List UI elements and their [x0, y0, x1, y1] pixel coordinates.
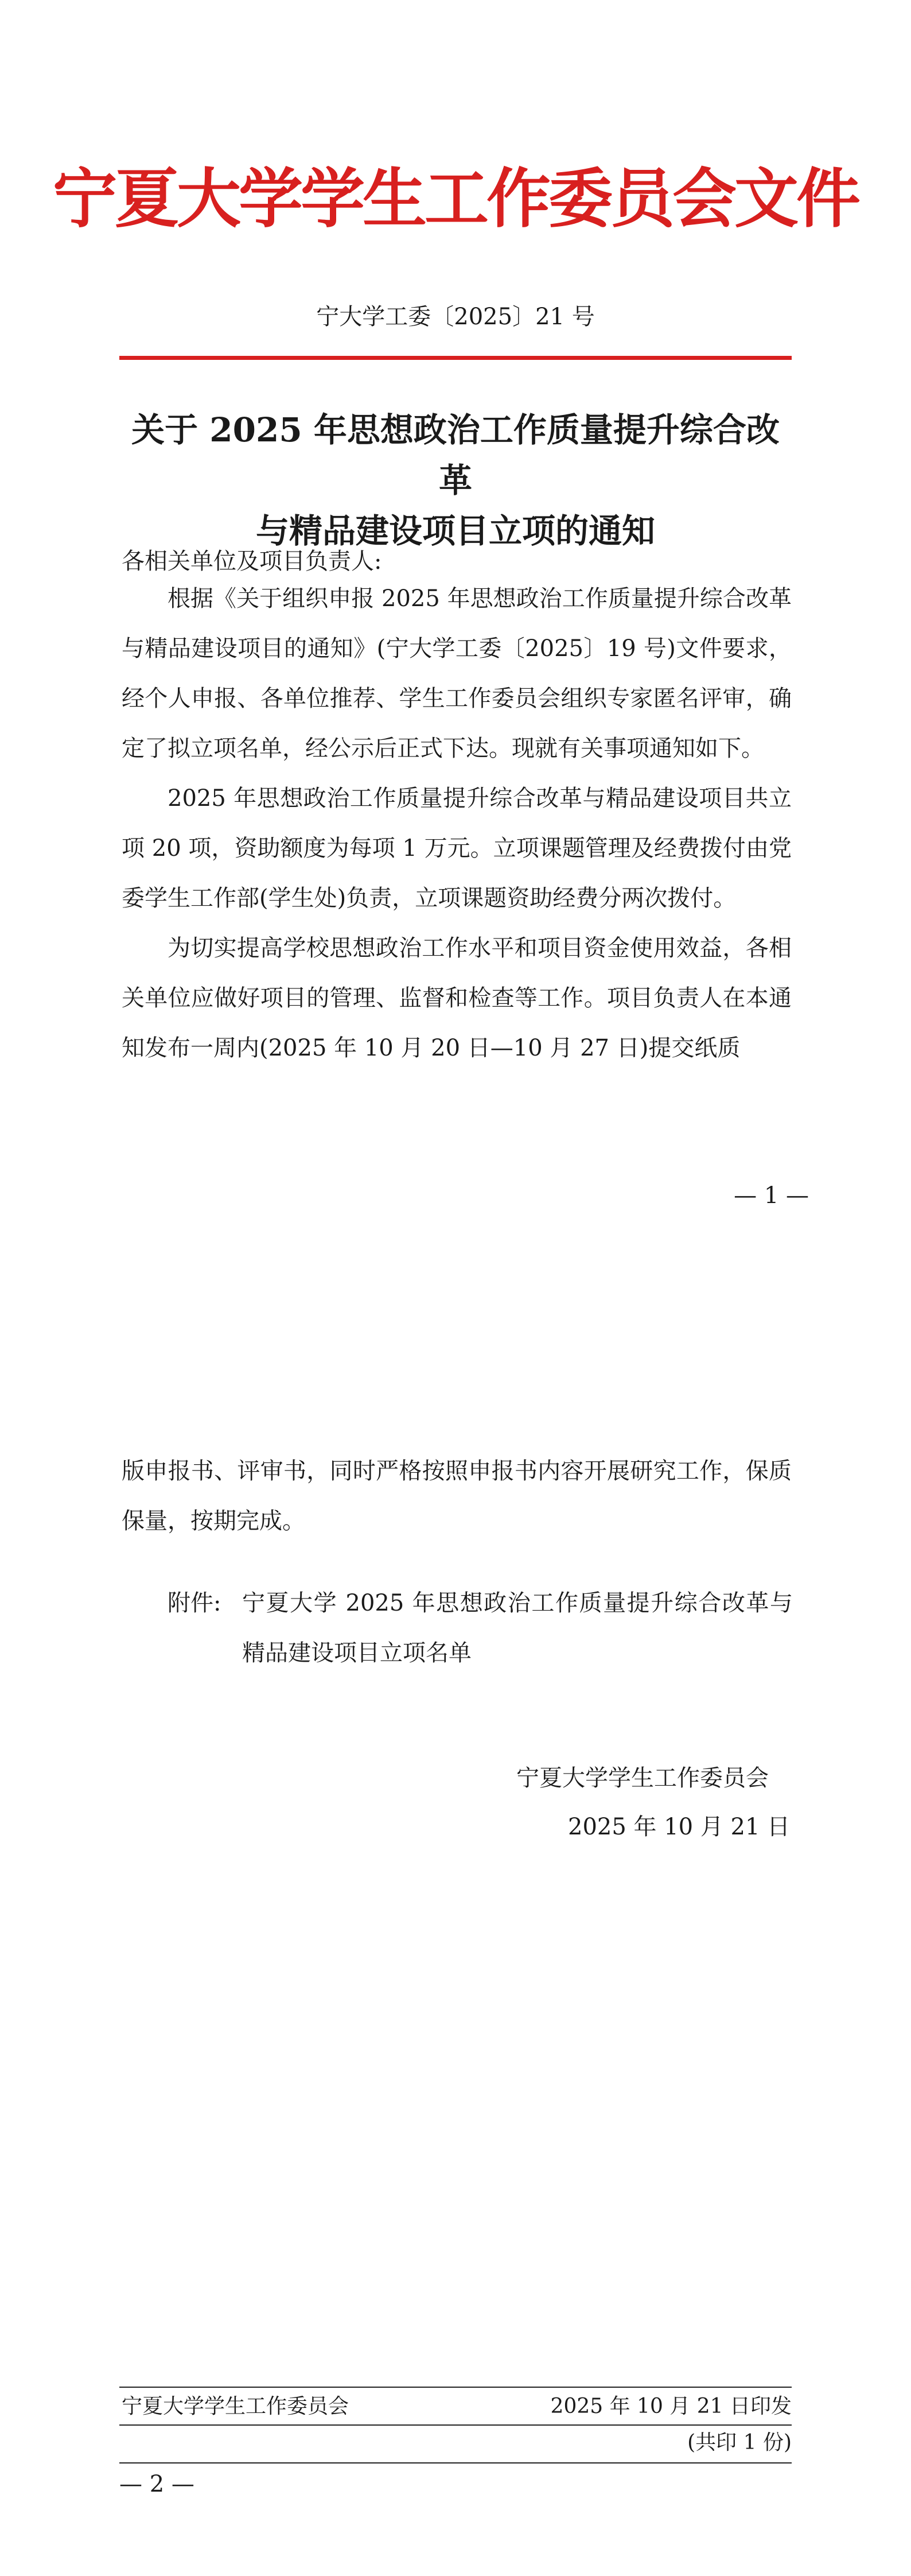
red-separator-line [119, 356, 792, 360]
paragraph-2: 2025 年思想政治工作质量提升综合改革与精品建设项目共立项 20 项，资助额度为每项 1 万元。立项课题管理及经费拨付由党委学生工作部(学生处)负责，立项课题资助经费分两次拨付。 [122, 785, 792, 911]
paragraph-3-start: 为切实提高学校思想政治工作水平和项目资金使用效益，各相关单位应做好项目的管理、监督和检查等工作。项目负责人在本通知发布一周内(2025 年 10 月 20 日—10 月 27 日)提交纸质 [122, 935, 792, 1061]
footer-top-rule [119, 2387, 792, 2388]
page-number-1: — 1 — [734, 1182, 809, 1209]
title-line-2: 与精品建设项目立项的通知 [255, 511, 655, 550]
salutation: 各相关单位及项目负责人: [122, 548, 382, 575]
paragraph-1: 根据《关于组织申报 2025 年思想政治工作质量提升综合改革与精品建设项目的通知》(宁大学工委〔2025〕19 号)文件要求，经个人申报、各单位推荐、学生工作委员会组织专家匿名评审，确定了拟立项名单，经公示后正式下达。现就有关事项通知如下。 [122, 585, 792, 762]
footer-middle-rule [119, 2424, 792, 2426]
document-title [119, 405, 792, 556]
body-page-1 [122, 574, 792, 1073]
document-issuer-header: 宁夏大学学生工作委员会文件 [53, 161, 858, 236]
document-number: 宁大学工委〔2025〕21 号 [316, 304, 595, 330]
signature-organization: 宁夏大学学生工作委员会 [516, 1765, 769, 1791]
footer-print-date: 2025 年 10 月 21 日印发 [550, 2395, 792, 2418]
attachment-label: 附件: [168, 1590, 221, 1616]
paragraph-3-continued: 版申报书、评审书，同时严格按照申报书内容开展研究工作，保质保量，按期完成。 [122, 1458, 792, 1534]
footer-issue-row [122, 2391, 792, 2423]
title-line-1: 关于 2025 年思想政治工作质量提升综合改革 [131, 410, 780, 500]
footer-copies: (共印 1 份) [687, 2431, 792, 2454]
attachment-text: 宁夏大学 2025 年思想政治工作质量提升综合改革与精品建设项目立项名单 [242, 1590, 793, 1666]
footer-issuer: 宁夏大学学生工作委员会 [122, 2395, 349, 2418]
footer-bottom-rule [119, 2462, 792, 2464]
page-number-2: — 2 — [119, 2471, 194, 2497]
signature-date: 2025 年 10 月 21 日 [568, 1814, 791, 1840]
